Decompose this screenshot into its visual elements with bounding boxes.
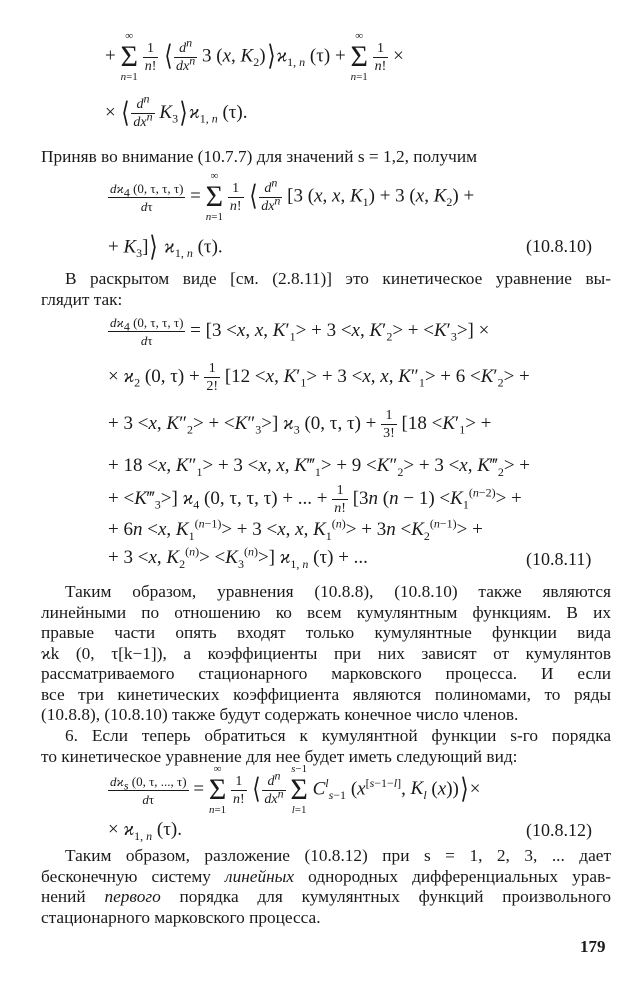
paragraph-section-6: 6. Если теперь обратиться к кумулянтной функции s-го порядка то кинетическое уравнение для нее будет иметь следующий вид:	[41, 726, 611, 766]
equation-number-10-8-12: (10.8.12)	[526, 820, 592, 840]
page-number: 179	[580, 937, 606, 956]
equation-10-8-11-line-2: × $ϰ_2$ (0, τ) + $\frac{1}{2!}$ [12 <x, $K'_1> + 3 <x$, x, $K''_1> + 6 <K'_2>$ +	[108, 361, 530, 394]
equation-10-8-10-line-2: + $K_3]⟩$ $ϰ_{1, n}$ (τ).	[108, 232, 223, 263]
paragraph-linearity: Таким образом, уравнения (10.8.8), (10.8.10) также являются линейными по отношению ко всем кумулянтным функциям. В их правые части опять входят только кумулянтные функции вида ϰk (0, τ[k−1]), а коэффициенты при них зависят от кумулянтов рассматриваемого стационарного марковского процесса. И если все три кинетических коэффициента являются полиномами, то ряды (10.8.8), (10.8.10) также будут содержать конечное число членов.	[41, 582, 611, 724]
equation-10-8-11-line-6: + 6n <x, $K_1^{(n-1)}> + 3 <x$, x, $K_1^{(n)}> + 3n <K_2^{(n-1)}>$ +	[108, 516, 483, 543]
equation-10-8-11-line-4: + 18 <x, $K''_1> + 3 <x$, x, $K‴_1> + 9 <K''_2> + 3 <x$, $K‴_2>$ +	[108, 455, 531, 479]
equation-10-8-12-line-1: $dϰ_s$ (0, τ, ..., τ) dτ = ∞ Σ n=1 $\frac{1}{n!}$ ⟨ $d^n$ $dx^n$ s−1 Σ l=1 $C^l_{s-1}$ (x[s−1−l], $K_l$ (x))⟩×	[110, 763, 481, 816]
formula-top-line-2: × ⟨ $d^n$ $dx^n$ $K_3⟩ϰ_{1, n}$ (τ).	[105, 91, 248, 130]
equation-10-8-11-line-1: $\frac{dϰ_4 (0, \tau, \tau, \tau)}{d\tau}$ = [3 <x, x, $K'_1> + 3 <x$, $K'_2> + <K'_3>$] ×	[110, 315, 490, 348]
paragraph-conclusion: Таким образом, разложение (10.8.12) при s = 1, 2, 3, ... дает бесконечную систему линейных однородных дифференциальных урав- нений первого порядка для кумулянтных функций произвольного стационарного марковского процесса.	[41, 846, 612, 927]
equation-10-8-11-line-7: + 3 <x, $K_2^{(n)}> <K_3^{(n)}>$] $ϰ_{1, n}$ (τ) + ...	[108, 544, 368, 571]
equation-10-8-10-line-1: $\frac{dϰ_4 (0, \tau, \tau, \tau)}{d\tau}$ = ∞ Σ n=1 $\frac{1}{n!}$ ⟨ $d^n$ $dx^n$ [3 (x, x, $K_1) + 3$ (x, $K_2$) +	[110, 170, 475, 223]
equation-10-8-11-line-5: + $<K‴_3>$] $ϰ_4$ (0, τ, τ, τ) + ... + $\frac{1}{n!}$ [3n $(n - 1) <K_1^{(n-2)}>$ +	[108, 483, 522, 516]
equation-10-8-11-line-3: + 3 <x, $K''_2> + <K''_3>$] $ϰ_3$ (0, τ, τ) + $\frac{1}{3!}$ [$18 <K'_1>$ +	[108, 408, 492, 441]
equation-number-10-8-10: (10.8.10)	[526, 236, 592, 256]
paragraph-expanded-form: В раскрытом виде [см. (2.8.11)] это кинетическое уравнение вы- глядит так:	[41, 269, 611, 309]
equation-number-10-8-11: (10.8.11)	[526, 549, 592, 569]
equation-10-8-12-line-2: × $ϰ_{1, n}$ (τ).	[108, 819, 182, 843]
paragraph-intro-10-8-10: Приняв во внимание (10.7.7) для значений s = 1,2, получим	[41, 147, 478, 166]
formula-top-line-1: + ∞ Σ n=1 $\frac{1}{n!}$ ⟨ $d^n$ $dx^n$ 3 (x, $K_2)⟩ϰ_{1, n}$ (τ) + ∞ Σ n=1 $\frac{1}{n!}$ ×	[105, 30, 404, 83]
